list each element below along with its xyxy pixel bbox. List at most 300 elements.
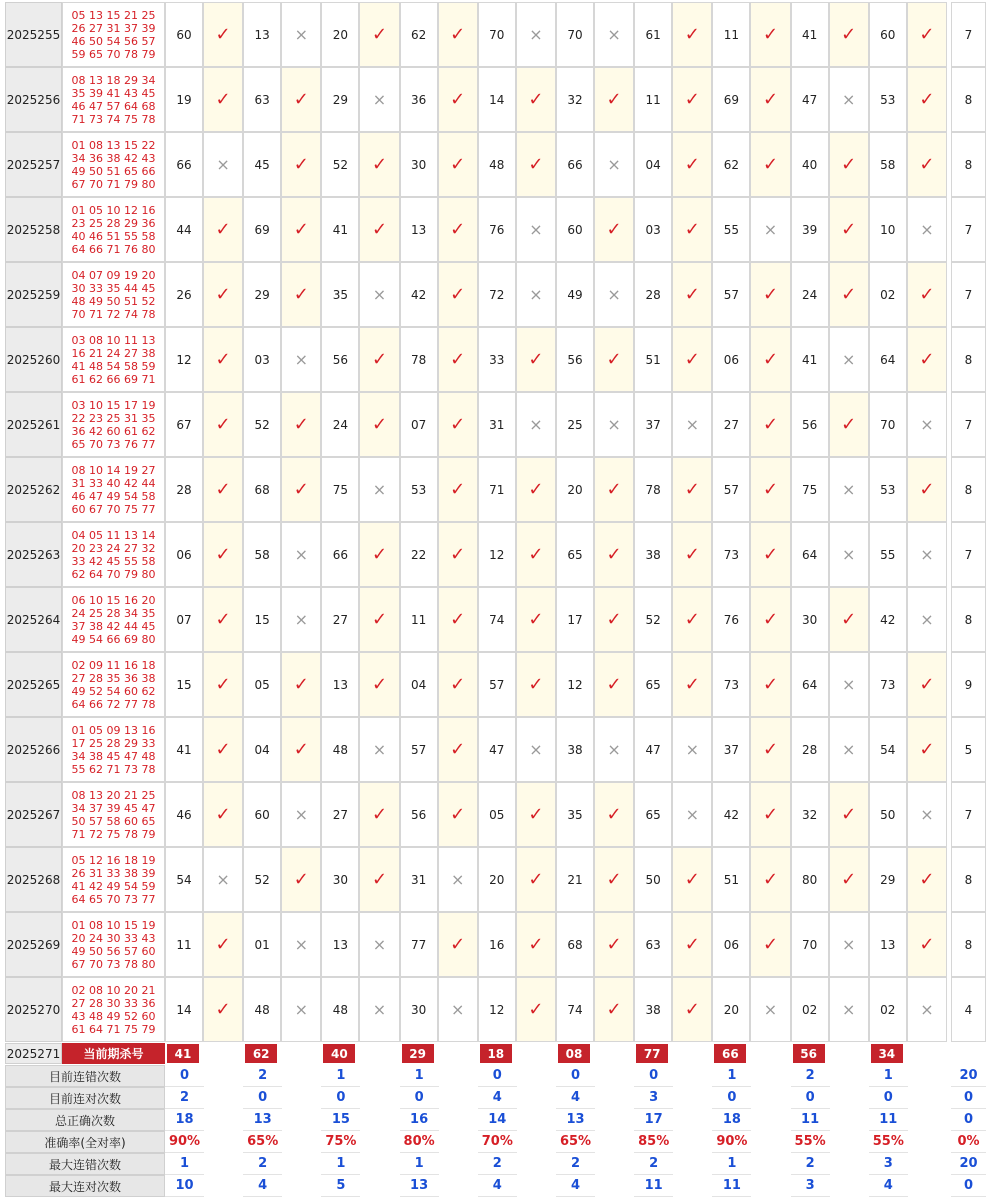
kill-number: 14 xyxy=(478,67,516,132)
check-icon: ✓ xyxy=(281,717,321,782)
cross-icon: × xyxy=(672,717,712,782)
check-icon: ✓ xyxy=(281,652,321,717)
hit-count: 9 xyxy=(951,652,986,717)
stat-value: 4 xyxy=(478,1087,517,1109)
kill-number: 37 xyxy=(712,717,750,782)
kill-number: 03 xyxy=(243,327,281,392)
stat-value: 4 xyxy=(478,1175,517,1197)
kill-number: 38 xyxy=(634,522,672,587)
stat-label: 目前连对次数 xyxy=(5,1087,165,1109)
kill-number: 06 xyxy=(712,912,750,977)
kill-number: 53 xyxy=(869,67,907,132)
stat-value: 1 xyxy=(400,1153,439,1175)
current-kill-number: 18 xyxy=(480,1044,512,1063)
hit-count: 4 xyxy=(951,977,986,1042)
stat-value: 0 xyxy=(556,1065,595,1087)
stat-value: 0 xyxy=(634,1065,673,1087)
draw-numbers: 02 08 10 20 21 27 28 30 33 36 43 48 49 52 60 61 64 71 75 79 xyxy=(62,977,165,1042)
kill-number: 76 xyxy=(478,197,516,262)
kill-number: 13 xyxy=(869,912,907,977)
stat-value: 0 xyxy=(869,1087,908,1109)
hit-count: 8 xyxy=(951,457,986,522)
stat-value: 0 xyxy=(165,1065,204,1087)
stat-value: 13 xyxy=(243,1109,282,1131)
kill-number: 05 xyxy=(243,652,281,717)
issue-number: 2025259 xyxy=(5,262,62,327)
kill-number: 30 xyxy=(791,587,829,652)
check-icon: ✓ xyxy=(829,262,869,327)
issue-number: 2025256 xyxy=(5,67,62,132)
check-icon: ✓ xyxy=(750,262,790,327)
cross-icon: × xyxy=(359,457,399,522)
kill-number: 70 xyxy=(478,2,516,67)
stat-value: 5 xyxy=(321,1175,360,1197)
cross-icon: × xyxy=(594,717,634,782)
hit-count: 8 xyxy=(951,132,986,197)
kill-number: 04 xyxy=(243,717,281,782)
check-icon: ✓ xyxy=(750,652,790,717)
kill-number: 27 xyxy=(321,782,359,847)
cross-icon: × xyxy=(907,782,947,847)
check-icon: ✓ xyxy=(359,522,399,587)
current-kill-number: 34 xyxy=(871,1044,903,1063)
kill-number: 66 xyxy=(321,522,359,587)
kill-number: 54 xyxy=(869,717,907,782)
check-icon: ✓ xyxy=(438,197,478,262)
kill-number: 12 xyxy=(556,652,594,717)
kill-number: 03 xyxy=(634,197,672,262)
cross-icon: × xyxy=(907,197,947,262)
check-icon: ✓ xyxy=(438,587,478,652)
stat-value: 3 xyxy=(634,1087,673,1109)
check-icon: ✓ xyxy=(672,132,712,197)
check-icon: ✓ xyxy=(281,457,321,522)
cross-icon: × xyxy=(750,197,790,262)
check-icon: ✓ xyxy=(203,717,243,782)
cross-icon: × xyxy=(281,912,321,977)
stat-value: 75% xyxy=(321,1131,360,1153)
kill-number: 01 xyxy=(243,912,281,977)
kill-number: 55 xyxy=(869,522,907,587)
kill-number: 10 xyxy=(869,197,907,262)
kill-number: 11 xyxy=(165,912,203,977)
check-icon: ✓ xyxy=(907,132,947,197)
stat-total: 0 xyxy=(951,1087,986,1109)
kill-number: 78 xyxy=(634,457,672,522)
stat-value: 85% xyxy=(634,1131,673,1153)
check-icon: ✓ xyxy=(516,587,556,652)
check-icon: ✓ xyxy=(359,2,399,67)
check-icon: ✓ xyxy=(203,782,243,847)
kill-number: 74 xyxy=(478,587,516,652)
stat-value: 14 xyxy=(478,1109,517,1131)
cross-icon: × xyxy=(516,392,556,457)
issue-number: 2025266 xyxy=(5,717,62,782)
draw-numbers: 01 05 09 13 16 17 25 28 29 33 34 38 45 47 48 55 62 71 73 78 xyxy=(62,717,165,782)
stat-total: 0 xyxy=(951,1109,986,1131)
kill-number: 63 xyxy=(243,67,281,132)
cross-icon: × xyxy=(594,2,634,67)
stat-value: 0 xyxy=(400,1087,439,1109)
kill-number: 27 xyxy=(321,587,359,652)
check-icon: ✓ xyxy=(750,2,790,67)
stat-label: 最大连错次数 xyxy=(5,1153,165,1175)
issue-number: 2025258 xyxy=(5,197,62,262)
cross-icon: × xyxy=(438,847,478,912)
cross-icon: × xyxy=(281,522,321,587)
check-icon: ✓ xyxy=(359,327,399,392)
kill-number: 80 xyxy=(791,847,829,912)
current-kill-number: 56 xyxy=(793,1044,825,1063)
check-icon: ✓ xyxy=(829,847,869,912)
check-icon: ✓ xyxy=(750,782,790,847)
check-icon: ✓ xyxy=(750,132,790,197)
kill-number: 11 xyxy=(712,2,750,67)
check-icon: ✓ xyxy=(750,327,790,392)
check-icon: ✓ xyxy=(516,327,556,392)
stat-value: 18 xyxy=(165,1109,204,1131)
check-icon: ✓ xyxy=(516,847,556,912)
draw-numbers: 05 12 16 18 19 26 31 33 38 39 41 42 49 54 59 64 65 70 73 77 xyxy=(62,847,165,912)
check-icon: ✓ xyxy=(594,847,634,912)
kill-number: 60 xyxy=(556,197,594,262)
kill-number: 38 xyxy=(556,717,594,782)
stat-value: 1 xyxy=(400,1065,439,1087)
cross-icon: × xyxy=(281,327,321,392)
check-icon: ✓ xyxy=(516,522,556,587)
cross-icon: × xyxy=(438,977,478,1042)
stat-value: 0 xyxy=(321,1087,360,1109)
check-icon: ✓ xyxy=(750,717,790,782)
kill-number: 65 xyxy=(634,782,672,847)
draw-numbers: 02 09 11 16 18 27 28 35 36 38 49 52 54 60 62 64 66 72 77 78 xyxy=(62,652,165,717)
kill-number: 61 xyxy=(634,2,672,67)
kill-number: 35 xyxy=(321,262,359,327)
hit-count: 5 xyxy=(951,717,986,782)
kill-number: 47 xyxy=(478,717,516,782)
kill-number: 62 xyxy=(400,2,438,67)
kill-number: 68 xyxy=(556,912,594,977)
draw-numbers: 04 05 11 13 14 20 23 24 27 32 33 42 45 55 58 62 64 70 79 80 xyxy=(62,522,165,587)
cross-icon: × xyxy=(359,977,399,1042)
kill-number: 56 xyxy=(791,392,829,457)
check-icon: ✓ xyxy=(750,912,790,977)
kill-number: 20 xyxy=(321,2,359,67)
kill-number: 29 xyxy=(869,847,907,912)
current-kill-number: 08 xyxy=(558,1044,590,1063)
kill-number: 73 xyxy=(869,652,907,717)
issue-number: 2025269 xyxy=(5,912,62,977)
stat-value: 3 xyxy=(869,1153,908,1175)
check-icon: ✓ xyxy=(672,522,712,587)
check-icon: ✓ xyxy=(438,262,478,327)
kill-number: 02 xyxy=(791,977,829,1042)
stat-value: 55% xyxy=(791,1131,830,1153)
cross-icon: × xyxy=(829,327,869,392)
kill-number: 47 xyxy=(634,717,672,782)
check-icon: ✓ xyxy=(359,587,399,652)
kill-number: 21 xyxy=(556,847,594,912)
cross-icon: × xyxy=(829,457,869,522)
kill-number: 30 xyxy=(321,847,359,912)
kill-number: 51 xyxy=(712,847,750,912)
stat-value: 2 xyxy=(478,1153,517,1175)
cross-icon: × xyxy=(907,522,947,587)
issue-number: 2025260 xyxy=(5,327,62,392)
check-icon: ✓ xyxy=(594,457,634,522)
check-icon: ✓ xyxy=(516,977,556,1042)
check-icon: ✓ xyxy=(672,2,712,67)
kill-number: 69 xyxy=(243,197,281,262)
stat-value: 2 xyxy=(243,1153,282,1175)
kill-number: 75 xyxy=(321,457,359,522)
stat-label: 目前连错次数 xyxy=(5,1065,165,1087)
draw-numbers: 03 10 15 17 19 22 23 25 31 35 36 42 60 61 62 65 70 73 76 77 xyxy=(62,392,165,457)
kill-number: 13 xyxy=(321,912,359,977)
check-icon: ✓ xyxy=(281,847,321,912)
issue-number: 2025268 xyxy=(5,847,62,912)
kill-number: 15 xyxy=(243,587,281,652)
kill-number: 56 xyxy=(321,327,359,392)
check-icon: ✓ xyxy=(594,522,634,587)
hit-count: 7 xyxy=(951,197,986,262)
kill-number: 44 xyxy=(165,197,203,262)
check-icon: ✓ xyxy=(672,457,712,522)
kill-number: 04 xyxy=(634,132,672,197)
kill-number: 55 xyxy=(712,197,750,262)
check-icon: ✓ xyxy=(750,457,790,522)
stat-value: 70% xyxy=(478,1131,517,1153)
kill-number: 58 xyxy=(243,522,281,587)
kill-number: 17 xyxy=(556,587,594,652)
check-icon: ✓ xyxy=(907,67,947,132)
stat-value: 13 xyxy=(400,1175,439,1197)
check-icon: ✓ xyxy=(438,2,478,67)
kill-number: 53 xyxy=(869,457,907,522)
kill-number: 20 xyxy=(712,977,750,1042)
hit-count: 7 xyxy=(951,262,986,327)
kill-number: 22 xyxy=(400,522,438,587)
kill-number: 32 xyxy=(556,67,594,132)
cross-icon: × xyxy=(516,717,556,782)
kill-number: 07 xyxy=(400,392,438,457)
issue-number: 2025255 xyxy=(5,2,62,67)
stat-value: 2 xyxy=(165,1087,204,1109)
kill-number: 76 xyxy=(712,587,750,652)
hit-count: 7 xyxy=(951,782,986,847)
kill-number: 73 xyxy=(712,522,750,587)
cross-icon: × xyxy=(594,392,634,457)
check-icon: ✓ xyxy=(594,977,634,1042)
check-icon: ✓ xyxy=(594,587,634,652)
kill-number: 41 xyxy=(791,2,829,67)
cross-icon: × xyxy=(594,132,634,197)
check-icon: ✓ xyxy=(438,782,478,847)
kill-number: 75 xyxy=(791,457,829,522)
check-icon: ✓ xyxy=(907,912,947,977)
draw-numbers: 03 08 10 11 13 16 21 24 27 38 41 48 54 58 59 61 62 66 69 71 xyxy=(62,327,165,392)
check-icon: ✓ xyxy=(359,197,399,262)
check-icon: ✓ xyxy=(750,587,790,652)
hit-count: 8 xyxy=(951,587,986,652)
hit-count: 7 xyxy=(951,522,986,587)
cross-icon: × xyxy=(516,2,556,67)
cross-icon: × xyxy=(907,587,947,652)
check-icon: ✓ xyxy=(907,652,947,717)
check-icon: ✓ xyxy=(672,197,712,262)
kill-number: 42 xyxy=(712,782,750,847)
kill-number: 70 xyxy=(556,2,594,67)
hit-count: 8 xyxy=(951,847,986,912)
stat-value: 1 xyxy=(165,1153,204,1175)
check-icon: ✓ xyxy=(594,912,634,977)
check-icon: ✓ xyxy=(594,782,634,847)
cross-icon: × xyxy=(359,262,399,327)
stat-value: 11 xyxy=(869,1109,908,1131)
check-icon: ✓ xyxy=(907,262,947,327)
kill-number: 48 xyxy=(478,132,516,197)
kill-number: 57 xyxy=(712,457,750,522)
stat-value: 2 xyxy=(634,1153,673,1175)
stat-value: 1 xyxy=(321,1065,360,1087)
check-icon: ✓ xyxy=(438,522,478,587)
cross-icon: × xyxy=(594,262,634,327)
stat-total: 0% xyxy=(951,1131,986,1153)
kill-number: 60 xyxy=(243,782,281,847)
cross-icon: × xyxy=(829,67,869,132)
kill-number: 42 xyxy=(400,262,438,327)
kill-number: 70 xyxy=(791,912,829,977)
check-icon: ✓ xyxy=(672,912,712,977)
kill-number: 50 xyxy=(869,782,907,847)
stat-value: 0 xyxy=(478,1065,517,1087)
cross-icon: × xyxy=(359,912,399,977)
kill-number: 31 xyxy=(400,847,438,912)
check-icon: ✓ xyxy=(516,912,556,977)
cross-icon: × xyxy=(750,977,790,1042)
check-icon: ✓ xyxy=(907,457,947,522)
hit-count: 7 xyxy=(951,392,986,457)
issue-number: 2025264 xyxy=(5,587,62,652)
check-icon: ✓ xyxy=(829,392,869,457)
check-icon: ✓ xyxy=(281,392,321,457)
check-icon: ✓ xyxy=(203,912,243,977)
check-icon: ✓ xyxy=(672,587,712,652)
check-icon: ✓ xyxy=(672,262,712,327)
kill-number: 52 xyxy=(243,847,281,912)
check-icon: ✓ xyxy=(281,67,321,132)
check-icon: ✓ xyxy=(907,717,947,782)
check-icon: ✓ xyxy=(829,132,869,197)
kill-number: 60 xyxy=(165,2,203,67)
current-kill-number: 29 xyxy=(402,1044,434,1063)
kill-number: 41 xyxy=(165,717,203,782)
current-issue-number: 2025271 xyxy=(5,1043,62,1064)
stat-value: 10 xyxy=(165,1175,204,1197)
issue-number: 2025270 xyxy=(5,977,62,1042)
draw-numbers: 06 10 15 16 20 24 25 28 34 35 37 38 42 44 45 49 54 66 69 80 xyxy=(62,587,165,652)
kill-number: 72 xyxy=(478,262,516,327)
check-icon: ✓ xyxy=(594,327,634,392)
stat-value: 0 xyxy=(791,1087,830,1109)
check-icon: ✓ xyxy=(203,197,243,262)
check-icon: ✓ xyxy=(516,132,556,197)
check-icon: ✓ xyxy=(359,392,399,457)
check-icon: ✓ xyxy=(359,847,399,912)
check-icon: ✓ xyxy=(594,67,634,132)
check-icon: ✓ xyxy=(672,977,712,1042)
draw-numbers: 05 13 15 21 25 26 27 31 37 39 46 50 54 56 57 59 65 70 78 79 xyxy=(62,2,165,67)
kill-number: 74 xyxy=(556,977,594,1042)
cross-icon: × xyxy=(516,262,556,327)
kill-number: 58 xyxy=(869,132,907,197)
kill-number: 47 xyxy=(791,67,829,132)
stat-value: 80% xyxy=(400,1131,439,1153)
kill-number: 65 xyxy=(634,652,672,717)
kill-number: 29 xyxy=(243,262,281,327)
kill-number: 54 xyxy=(165,847,203,912)
check-icon: ✓ xyxy=(203,587,243,652)
current-kill-number: 62 xyxy=(245,1044,277,1063)
check-icon: ✓ xyxy=(203,327,243,392)
stat-value: 3 xyxy=(791,1175,830,1197)
kill-number: 52 xyxy=(243,392,281,457)
stat-value: 1 xyxy=(869,1065,908,1087)
stat-value: 11 xyxy=(791,1109,830,1131)
cross-icon: × xyxy=(829,977,869,1042)
check-icon: ✓ xyxy=(829,197,869,262)
stat-value: 0 xyxy=(243,1087,282,1109)
kill-number: 48 xyxy=(321,977,359,1042)
cross-icon: × xyxy=(203,132,243,197)
current-kill-number: 40 xyxy=(323,1044,355,1063)
kill-number: 68 xyxy=(243,457,281,522)
kill-number: 73 xyxy=(712,652,750,717)
check-icon: ✓ xyxy=(829,2,869,67)
issue-number: 2025267 xyxy=(5,782,62,847)
kill-number: 02 xyxy=(869,977,907,1042)
kill-number: 67 xyxy=(165,392,203,457)
stat-value: 11 xyxy=(634,1175,673,1197)
cross-icon: × xyxy=(281,782,321,847)
check-icon: ✓ xyxy=(203,67,243,132)
check-icon: ✓ xyxy=(203,392,243,457)
kill-number: 65 xyxy=(556,522,594,587)
cross-icon: × xyxy=(907,392,947,457)
kill-number: 49 xyxy=(556,262,594,327)
stat-value: 18 xyxy=(712,1109,751,1131)
kill-number: 52 xyxy=(634,587,672,652)
check-icon: ✓ xyxy=(594,652,634,717)
kill-number: 28 xyxy=(791,717,829,782)
draw-numbers: 04 07 09 19 20 30 33 35 44 45 48 49 50 51 52 70 71 72 74 78 xyxy=(62,262,165,327)
check-icon: ✓ xyxy=(203,977,243,1042)
cross-icon: × xyxy=(281,587,321,652)
hit-count: 7 xyxy=(951,2,986,67)
kill-number: 07 xyxy=(165,587,203,652)
check-icon: ✓ xyxy=(750,67,790,132)
kill-number: 06 xyxy=(165,522,203,587)
kill-number: 62 xyxy=(712,132,750,197)
check-icon: ✓ xyxy=(672,652,712,717)
check-icon: ✓ xyxy=(516,782,556,847)
kill-number: 41 xyxy=(321,197,359,262)
kill-number: 11 xyxy=(634,67,672,132)
kill-number: 19 xyxy=(165,67,203,132)
stat-value: 4 xyxy=(243,1175,282,1197)
kill-number: 71 xyxy=(478,457,516,522)
kill-number: 48 xyxy=(321,717,359,782)
